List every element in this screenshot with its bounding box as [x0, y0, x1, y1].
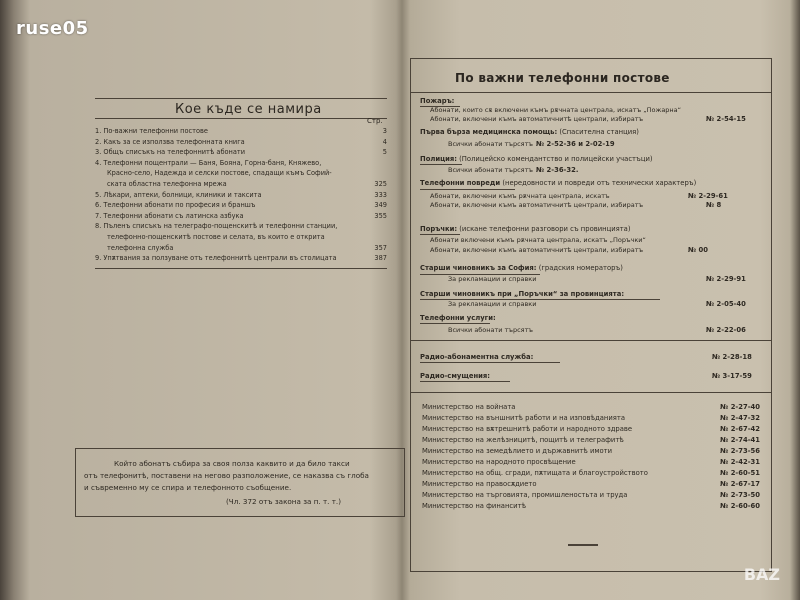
- corner-watermark-logo: BAZ: [743, 565, 780, 584]
- page-title: По важни телефонни постове: [455, 71, 670, 85]
- section-line: За рекламации и справки: [448, 300, 537, 308]
- section-fire: Пожаръ:: [420, 97, 455, 105]
- ministry-row: Министерство на общ. сгради, пѫтищата и благоустройството № 2-60-51: [422, 469, 760, 477]
- section-rule: [410, 392, 771, 393]
- section-line: За рекламации и справки: [448, 275, 537, 283]
- section-emergency: Първа бърза медицинска помощь: (Спасителна станция): [420, 128, 639, 136]
- law-notice-citation: (Чл. 372 отъ закона за п. т. т.): [226, 497, 342, 506]
- phone-number: № 8: [706, 201, 722, 209]
- phone-number: № 2-36-32.: [536, 166, 579, 174]
- ministry-row: Министерство на народното просвѣщение № 2-42-31: [422, 458, 760, 466]
- toc-row: телефонна служба 357: [107, 243, 387, 252]
- law-notice-line: Който абонатъ събира за своя полза каквито и да било такси: [114, 459, 350, 468]
- ministry-row: Министерство на земедѣлието и държавнитѣ имоти № 2-73-56: [422, 447, 760, 455]
- radio-interference: Радио-смущения:: [420, 372, 490, 380]
- ministry-row: Министерство на вѫтрешнитѣ работи и народното здраве № 2-67-42: [422, 425, 760, 433]
- toc-row: 2. Какъ за се използва телефонната книга 4: [95, 137, 387, 146]
- heading-underline: [420, 164, 462, 165]
- section-line: Абонати, включени къмъ рѫчната централа, искатъ: [430, 192, 610, 200]
- section-line: Абонати включени къмъ рѫчната централа, искатъ „Поръчки“: [430, 236, 646, 244]
- phone-number: № 2-54-15: [706, 115, 746, 123]
- watermark-logo: ruse05: [16, 18, 89, 39]
- law-notice-box: [75, 448, 405, 517]
- heading-underline: [420, 362, 560, 363]
- section-line: Абонати, включени къмъ автоматичнитѣ централи, избиратъ: [430, 115, 644, 123]
- toc-rule-bottom: [95, 268, 387, 269]
- ministry-row: Министерство на външнитѣ работи и на изповѣданията № 2-47-32: [422, 414, 760, 422]
- section-line: Абонати, които сѫ включени къмъ рѫчната централа, искатъ „Пожарна“: [430, 106, 682, 114]
- section-line: Всички абонати търсятъ: [448, 140, 533, 148]
- page-column-label: Стр.: [367, 117, 383, 125]
- law-notice-line: и съвременно му се спира и телефонното съобщение.: [84, 483, 292, 492]
- section-line: Абонати, включени къмъ автоматичнитѣ централи, избиратъ: [430, 201, 644, 209]
- section-police: Полиция: (Полицейско комендантство и полицейски участъци): [420, 155, 653, 163]
- section-line: Всички абонати търсятъ: [448, 326, 533, 334]
- toc-row: Красно-село, Надежда и селски постове, спадащи къмъ Софий-: [107, 169, 332, 178]
- law-notice-line: отъ телефонитѣ, поставени на негово разположение, се наказва съ глоба: [84, 471, 369, 480]
- section-senior-sofia: Старши чиновникъ за София: (градския номераторъ): [420, 264, 623, 272]
- radio-subscription: Радио-абонаментна служба:: [420, 353, 534, 361]
- ministry-row: Министерство на правосѫдието № 2-67-17: [422, 480, 760, 488]
- ministry-row: Министерство на желѣзницитѣ, пощитѣ и телеграфитѣ № 2-74-41: [422, 436, 760, 444]
- section-senior-provinces: Старши чиновникъ при „Поръчки“ за провинцията:: [420, 290, 625, 298]
- phone-number: № 2-52-36 и 2-02-19: [536, 140, 615, 148]
- phone-number: № 00: [688, 246, 709, 254]
- heading-underline: [420, 381, 510, 382]
- section-line: Всички абонати търсятъ: [448, 166, 533, 174]
- title-rule-top: [95, 98, 387, 99]
- ministry-row: Министерство на финанситѣ № 2-60-60: [422, 502, 760, 510]
- phone-number: № 2-05-40: [706, 300, 746, 308]
- page-ornament: [568, 544, 598, 546]
- heading-underline: [420, 323, 490, 324]
- section-rule: [410, 340, 771, 341]
- toc-row: телефонно-пощенскитѣ постове и селата, въ които е открита: [107, 232, 325, 241]
- phone-number: № 2-22-06: [706, 326, 746, 334]
- phone-number: № 2-28-18: [712, 353, 752, 361]
- toc-row: 7. Телефонни абонати съ латинска азбука 355: [95, 211, 387, 220]
- ministry-row: Министерство на войната № 2-27-40: [422, 403, 760, 411]
- toc-list: [95, 126, 387, 264]
- title-rule-bottom: [95, 118, 387, 119]
- toc-row: 6. Телефонни абонати по професия и браншъ 349: [95, 201, 387, 210]
- section-orders: Поръчки: (искане телефонни разговори съ провинцията): [420, 225, 631, 233]
- toc-row: 5. Лѣкари, аптеки, болници, клиники и таксита 333: [95, 190, 387, 199]
- phone-number: № 3-17-59: [712, 372, 752, 380]
- toc-row: 4. Телефонни пощентрали — Баня, Бояна, Горна-баня, Княжево,: [95, 158, 322, 167]
- toc-row: 8. Пъленъ списъкъ на телеграфо-пощенскитѣ и телефонни станции,: [95, 222, 338, 231]
- title-rule: [410, 92, 771, 93]
- section-services: Телефонни услуги:: [420, 314, 496, 322]
- phone-number: № 2-29-91: [706, 275, 746, 283]
- section-repairs: Телефонни повреди (нередовности и повреди отъ технически характеръ): [420, 179, 697, 187]
- phone-number: № 2-29-61: [688, 192, 728, 200]
- toc-row: 1. По-важни телефонни постове 3: [95, 127, 387, 135]
- heading-underline: [420, 189, 515, 190]
- ministry-row: Министерство на търговията, промишленостьта и труда № 2-73-50: [422, 491, 760, 499]
- toc-row: ската областна телефонна мрежа 325: [107, 179, 387, 188]
- toc-row: 3. Общъ списъкъ на телефоннитѣ абонати 5: [95, 148, 387, 157]
- toc-row: 9. Упѫтвания за ползуване отъ телефоннитѣ централи въ столицата 387: [95, 254, 387, 263]
- heading-underline: [420, 234, 460, 235]
- section-line: Абонати, включени къмъ автоматичнитѣ централи, избиратъ: [430, 246, 644, 254]
- toc-title: Кое къде се намира: [175, 102, 322, 117]
